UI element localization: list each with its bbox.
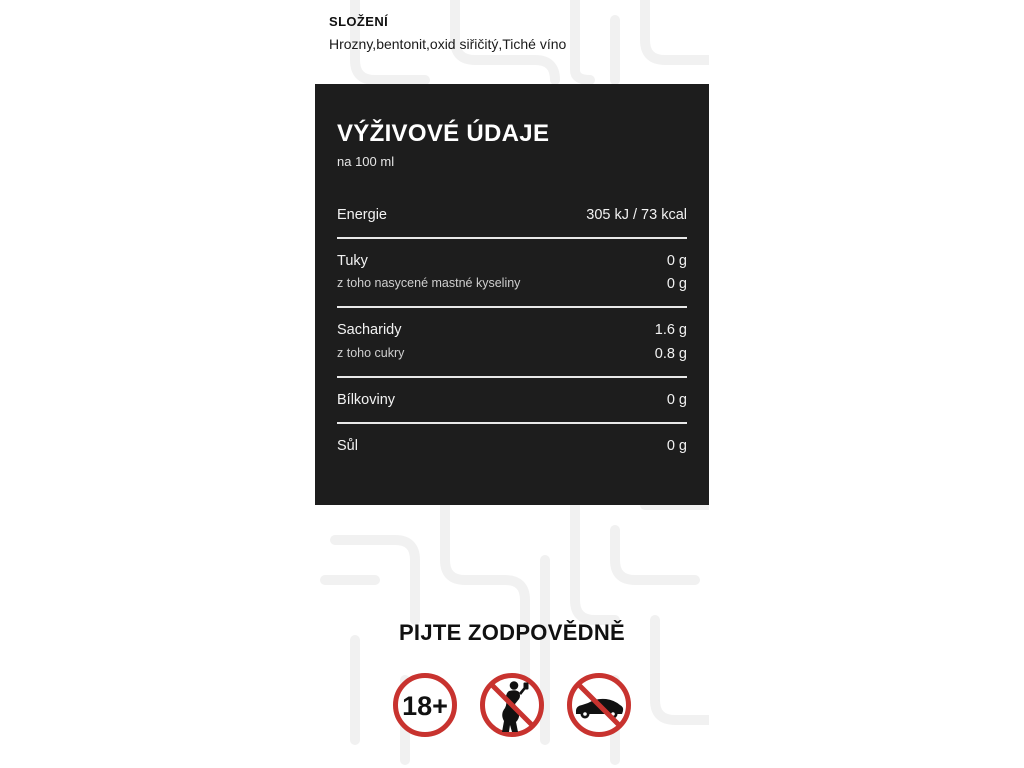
nutrition-value: 0 g [666, 276, 687, 292]
no-drink-driving-icon [566, 672, 632, 738]
product-info-column [315, 0, 709, 768]
nutrition-label: z toho nasycené mastné kyseliny [337, 276, 521, 290]
composition-title: SLOŽENÍ [329, 14, 389, 29]
nutrition-divider [337, 306, 687, 308]
nutrition-row-energy [337, 207, 687, 223]
nutrition-row-sugars [337, 346, 687, 362]
nutrition-divider [337, 237, 687, 239]
nutrition-row-protein [337, 392, 687, 408]
nutrition-divider [337, 376, 687, 378]
nutrition-panel [315, 84, 709, 505]
no-pregnant-drinking-icon [479, 672, 545, 738]
composition-text: Hrozny,bentonit,oxid siřičitý,Tiché víno [329, 36, 567, 52]
nutrition-label: Energie [337, 207, 387, 223]
age-icon-label: 18+ [402, 691, 448, 721]
age-18-plus-icon [392, 672, 458, 738]
nutrition-value: 0 g [666, 392, 687, 408]
nutrition-row-salt [337, 438, 687, 454]
drink-responsibly-title: PIJTE ZODPOVĚDNĚ [398, 620, 626, 645]
nutrition-row-carbohydrates [337, 322, 687, 338]
nutrition-title: VÝŽIVOVÉ ÚDAJE [337, 120, 550, 147]
nutrition-label: Sůl [337, 438, 358, 454]
nutrition-subtitle: na 100 ml [337, 154, 395, 169]
warning-icons [315, 672, 709, 738]
nutrition-row-fat [337, 253, 687, 269]
nutrition-value: 0 g [666, 438, 687, 454]
composition-section [329, 14, 695, 52]
nutrition-label: Sacharidy [337, 322, 402, 338]
nutrition-value: 305 kJ / 73 kcal [586, 207, 687, 223]
nutrition-label: Bílkoviny [337, 392, 396, 408]
nutrition-value: 1.6 g [654, 322, 687, 338]
nutrition-label: z toho cukry [337, 346, 405, 360]
nutrition-row-saturated-fat [337, 276, 687, 292]
nutrition-value: 0.8 g [654, 346, 687, 362]
nutrition-divider [337, 422, 687, 424]
nutrition-label: Tuky [337, 253, 368, 269]
nutrition-value: 0 g [666, 253, 687, 269]
